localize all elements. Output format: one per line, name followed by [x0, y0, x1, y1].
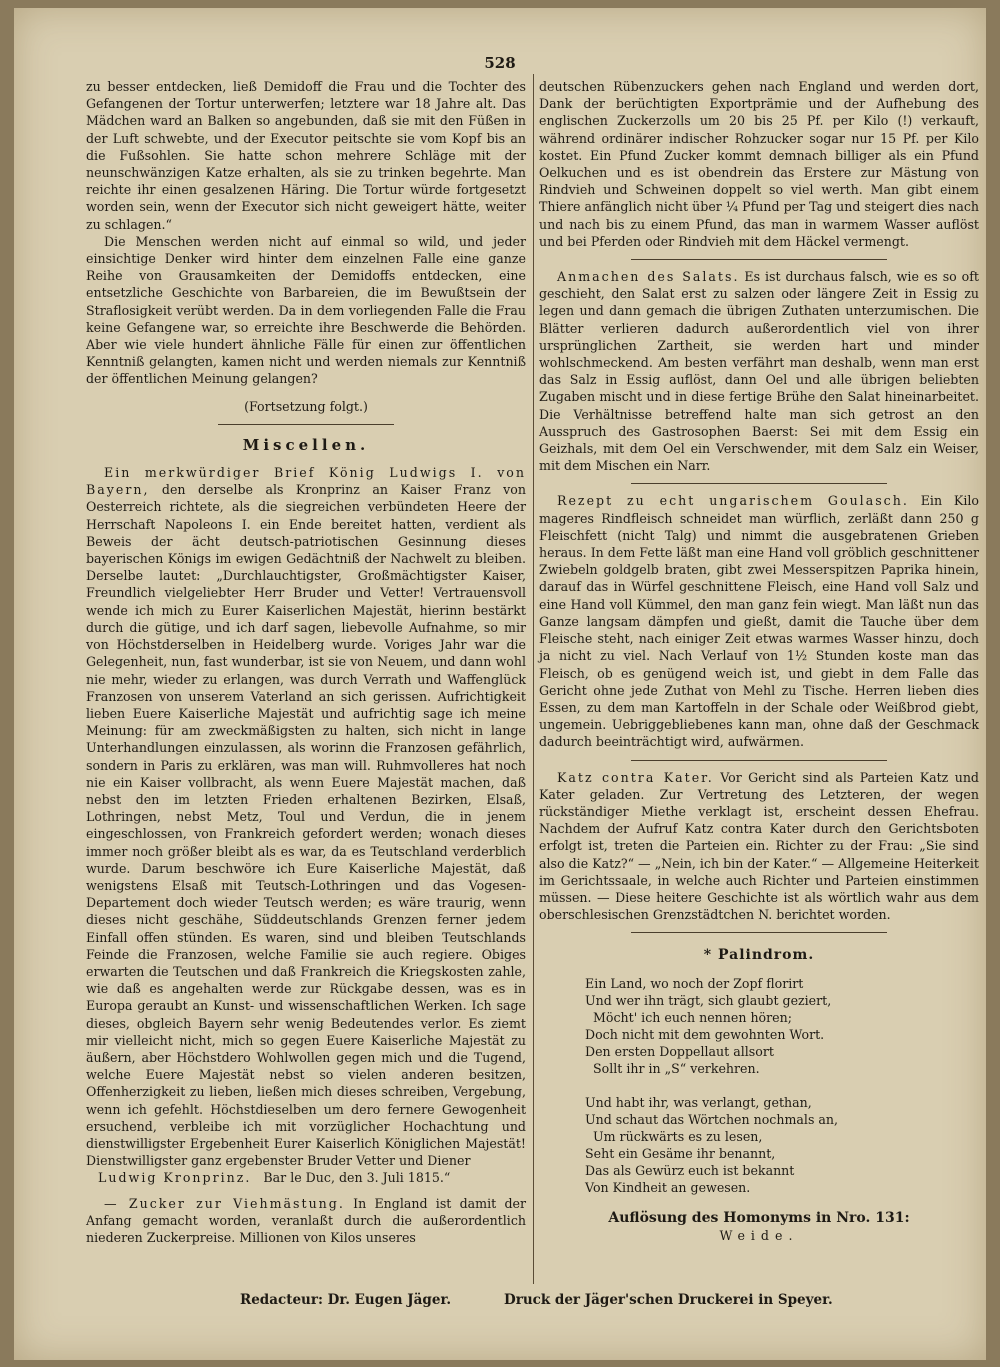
letter-signature: Ludwig Kronprinz.: [98, 1170, 252, 1186]
section-heading: Miscellen.: [242, 435, 370, 454]
article-continuation-paragraph: Die Menschen werden nicht auf einmal so wild, und jeder einsichtige Denker wird hinter dem einzelnen Falle eine ganze Reihe von Grausamkeiten der Demidoffs entdecken, eine entsetzliche Geschichte von Barbareien, die im Bewußtsein der Straflosigkeit verübt werden. Da in dem vorliegenden Falle die Frau keine Gefangene war, so erreichte ihre Beschwerde die Behörden. Aber wie viele hundert ähnliche Fälle für einen zur öffentlichen Kenntniß gelangten, kamen nicht und werden niemals zur Kenntniß der öffentlichen Meinung gelangen?: [86, 233, 526, 387]
article-text-cat: Vor Gericht sind als Parteien Katz und Kater geladen. Zur Vertretung des Letzteren, der wegen rückständiger Miethe verklagt ist, erscheint dessen Ehefrau. Nachdem der Aufruf Katz contra Kater durch den Gerichtsboten erfolgt ist, treten die Parteien ein. Richter zu der Frau: „Sie sind also die Katz?“ — „Nein, ich bin der Kater.“ — Allgemeine Heiterkeit im Gerichtssaale, in welche auch Richter und Parteien einstimmen müssen. — Diese heitere Geschichte ist als wörtlich wahr aus dem oberschlesischen Grenzstädtchen N. berichtet worden.: [539, 769, 979, 923]
column-divider: [533, 74, 534, 1284]
editor-credit: Redacteur: Dr. Eugen Jäger.: [240, 1292, 452, 1308]
poem-line: Das als Gewürz euch ist bekannt: [585, 1162, 795, 1178]
palindrome-poem: [585, 975, 979, 1196]
letter-place-date: Bar le Duc, den 3. Juli 1815.“: [263, 1170, 451, 1186]
article-text-sugar: In England ist damit der Anfang gemacht worden, veranlaßt durch die außerordentlich niederen Zuckerpreise. Millionen von Kilos unseres: [86, 1195, 526, 1245]
poem-line: Möcht' ich euch nennen hören;: [593, 1009, 792, 1025]
article-continuation-paragraph: zu besser entdecken, ließ Demidoff die Frau und die Tochter des Gefangenen der Tortur unterwerfen; letztere war 18 Jahre alt. Das Mädchen ward an Balken so angebunden, daß sie mit den Füßen in der Luft schwebte, und der Executor peitschte sie vom Kopf bis an die Fußsohlen. Sie hatte schon mehrere Schläge mit der neunschwänzigen Katze erhalten, als sie zu trinken begehrte. Man reichte ihr einen gesalzenen Häring. Die Tortur würde fortgesetzt worden sein, wenn der Executor sich nicht geweigert hätte, weiter zu schlagen.“: [86, 79, 526, 232]
poem-line: Und wer ihn trägt, sich glaubt geziert,: [585, 992, 832, 1008]
palindrome-title: * Palindrom.: [703, 947, 815, 964]
article-title-salad: Anmachen des Salats.: [557, 269, 740, 285]
article-divider: [631, 259, 886, 260]
right-column: [539, 78, 979, 1244]
continued-note: (Fortsetzung folgt.): [244, 398, 368, 414]
poem-line: Um rückwärts es zu lesen,: [593, 1128, 763, 1144]
poem-line: Seht ein Gesäme ihr benannt,: [585, 1145, 776, 1161]
poem-line: Den ersten Doppellaut allsort: [585, 1043, 774, 1059]
poem-line: Und habt ihr, was verlangt, gethan,: [585, 1094, 812, 1110]
section-divider: [218, 424, 394, 425]
article-text-salad: Es ist durchaus falsch, wie es so oft geschieht, den Salat erst zu salzen oder längere Zeit in Essig zu legen und dann gemach die übrigen Zuthaten unterzumischen. Die Blätter verlieren dadurch außerordentlich viel von ihrer ursprünglichen Zartheit, sie werden hart und minder wohlschmeckend. Am besten verfährt man deshalb, wenn man erst das Salz in Essig auflöst, dann Oel und alle übrigen beliebten Zugaben mischt und in diese fertige Brühe den Salat hineinarbeitet. Die Verhältnisse betreffend halte man sich getrost an den Ausspruch des Gastrosophen Baerst: Sei mit dem Essig ein Geizhals, mit dem Oel ein Verschwender, mit dem Salz ein Weiser, mit dem Mischen ein Narr.: [539, 269, 979, 474]
article-divider: [631, 760, 886, 761]
letter-text: den derselbe als Kronprinz an Kaiser Franz von Oesterreich richtete, als die siegreichen verbündeten Heere der Herrschaft Napoleons I. ein Ende bereitet hatten, verdient als Beweis der ächt deutsch-patriotischen Gesinnung dieses bayerischen Königs im ewigen Gedächtniß der Nachwelt zu bleiben. Derselbe lautet: „Durchlauchtigster, Großmächtigster Kaiser, Freundlich vielgeliebter Herr Bruder und Vetter! Vertrauensvoll wende ich mich zu Eurer Kaiserlichen Majestät, hierinn bestärkt durch die gütige, und ich darf sagen, liebevolle Aufnahme, so mir von Höchstderselben in Heidelberg wurde. Voriges Jahr war die Gelegenheit, nun, fast wunderbar, ist sie von Neuem, und dann wohl nie mehr, wieder zu erlangen, was durch Verrath und Waffenglück Franzosen von unserem Vaterland an sich gerissen. Aufrichtigkeit lieben Euere Kaiserliche Majestät und aufrichtig sage ich meine Meinung: für am zweckmäßigsten zu halten, sich nicht in lange Unterhandlungen einzulassen, als worinn die Franzosen gefährlich, sondern in Paris zu erklären, was man will. Ruhmvolleres hat noch nie ein Kaiser vollbracht, als wenn Euere Majestät machen, daß nebst den im letzten Frieden erhaltenen Bezirken, Elsaß, Lothringen, nebst Metz, Toul und Verdun, die in jenem eingeschlossen, von Frankreich gefordert werden; wonach dieses immer noch größer bleibt als es war, da es Teutschland verderblich wurde. Darum beschwöre ich Eure Kaiserliche Majestät, daß wenigstens Elsaß mit Teutsch-Lothringen und das Vogesen-Departement doch wieder Teutsch werden; es wäre traurig, wenn dieses nicht geschähe, Süddeutschlands Grenzen ferner jedem Einfall offen stünden. Es waren, sind und bleiben Teutschlands Feinde die Franzosen, welche Familie sie auch regiere. Obiges erwarten die Teutschen und daß Frankreich die Kriegskosten zahle, wie daß es angehalten werde zur Rückgabe dessen, was es in Europa geraubt an Kunst- und wissenschaftlichen Werken. Ich sage dieses, obgleich Bayern sehr wenig Bedeutendes verlor. Es ziemt mir vielleicht nicht, mich so gegen Euere Kaiserliche Majestät zu äußern, aber Höchstdero Wohlwollen gegen mich und die Tugend, welche Euere Majestät nebst so vielen anderen besitzen, Offenherzigkeit zu lieben, ließen mich dieses schreiben, Vergebung, wenn ich gefehlt. Höchstdieselben um dero fernere Gewogenheit ersuchend, verbleibe ich mit vorzüglicher Hochachtung und dienstwilligster Ergebenheit Eurer Kaiserlich Königlichen Majestät! Dienstwilligster ganz ergebenster Bruder Vetter und Diener: [86, 482, 526, 1169]
solution-word: Weide.: [719, 1227, 799, 1243]
article-text-goulash: Ein Kilo mageres Rindfleisch schneidet man würflich, zerläßt dann 250 g Fleischfett (nicht Talg) und nimmt die ausgebratenen Grieben heraus. In dem Fette läßt man eine Hand voll gröblich geschnittener Zwiebeln goldgelb braten, gibt zwei Messerspitzen Paprika hinein, darauf das in Würfel geschnittene Fleisch, eine Hand voll Salz und eine Hand voll Kümmel, den man ganz fein wiegt. Man läßt nun das Ganze langsam dämpfen und gießt, damit die Tauche über dem Fleische steht, nach einiger Zeit etwas warmes Wasser hinzu, doch ja nicht zu viel. Nach Verlauf von 1½ Stunden koste man das Fleisch, ob es genügend weich ist, und giebt in dem Falle das Gericht ohne jede Zuthat von Mehl zu Tische. Herren lieben dies Essen, zu dem man Kartoffeln in der Schale oder Weißbrod giebt, ungemein. Uebriggebliebenes kann man, ohne daß der Geschmack dadurch beeinträchtigt wird, aufwärmen.: [539, 493, 979, 750]
poem-line: Und schaut das Wörtchen nochmals an,: [585, 1111, 839, 1127]
solution-title: Auflösung des Homonyms in Nro. 131:: [608, 1209, 910, 1226]
article-text-sugar-continued: deutschen Rübenzuckers gehen nach England und werden dort, Dank der berüchtigten Exportprämie und der Aufhebung des englischen Zuckerzolls um 20 bis 25 Pf. per Kilo (!) verkauft, während ordinärer indischer Rohzucker sogar nur 15 Pf. per Kilo kostet. Ein Pfund Zucker kommt demnach billiger als ein Pfund Oelkuchen und es ist obendrein das Erstere zur Mästung von Rindvieh und Schweinen doppelt so viel werth. Man gibt einem Thiere anfänglich nicht über ¼ Pfund per Tag und steigert dies nach und nach bis zu einem Pfund, das man in warmem Wasser auflöst und bei Pferden oder Rindvieh mit dem Häckel vermengt.: [539, 79, 979, 249]
poem-line: Von Kindheit an gewesen.: [585, 1179, 751, 1195]
letter-title: Ein merkwürdiger Brief König Ludwigs I. von Bayern,: [86, 465, 526, 498]
newspaper-page: [14, 8, 986, 1360]
article-title-sugar: — Zucker zur Viehmästung.: [104, 1195, 345, 1211]
article-divider: [631, 932, 886, 933]
poem-line: Sollt ihr in „S“ verkehren.: [593, 1060, 760, 1076]
article-title-cat: Katz contra Kater.: [557, 769, 714, 785]
page-number: 528: [484, 54, 516, 72]
article-divider: [631, 483, 886, 484]
left-column: [86, 78, 526, 1246]
poem-line: Ein Land, wo noch der Zopf florirt: [585, 975, 804, 991]
article-title-goulash: Rezept zu echt ungarischem Goulasch.: [557, 493, 909, 509]
printer-credit: Druck der Jäger'schen Druckerei in Speyer.: [504, 1292, 833, 1308]
poem-line: Doch nicht mit dem gewohnten Wort.: [585, 1026, 825, 1042]
